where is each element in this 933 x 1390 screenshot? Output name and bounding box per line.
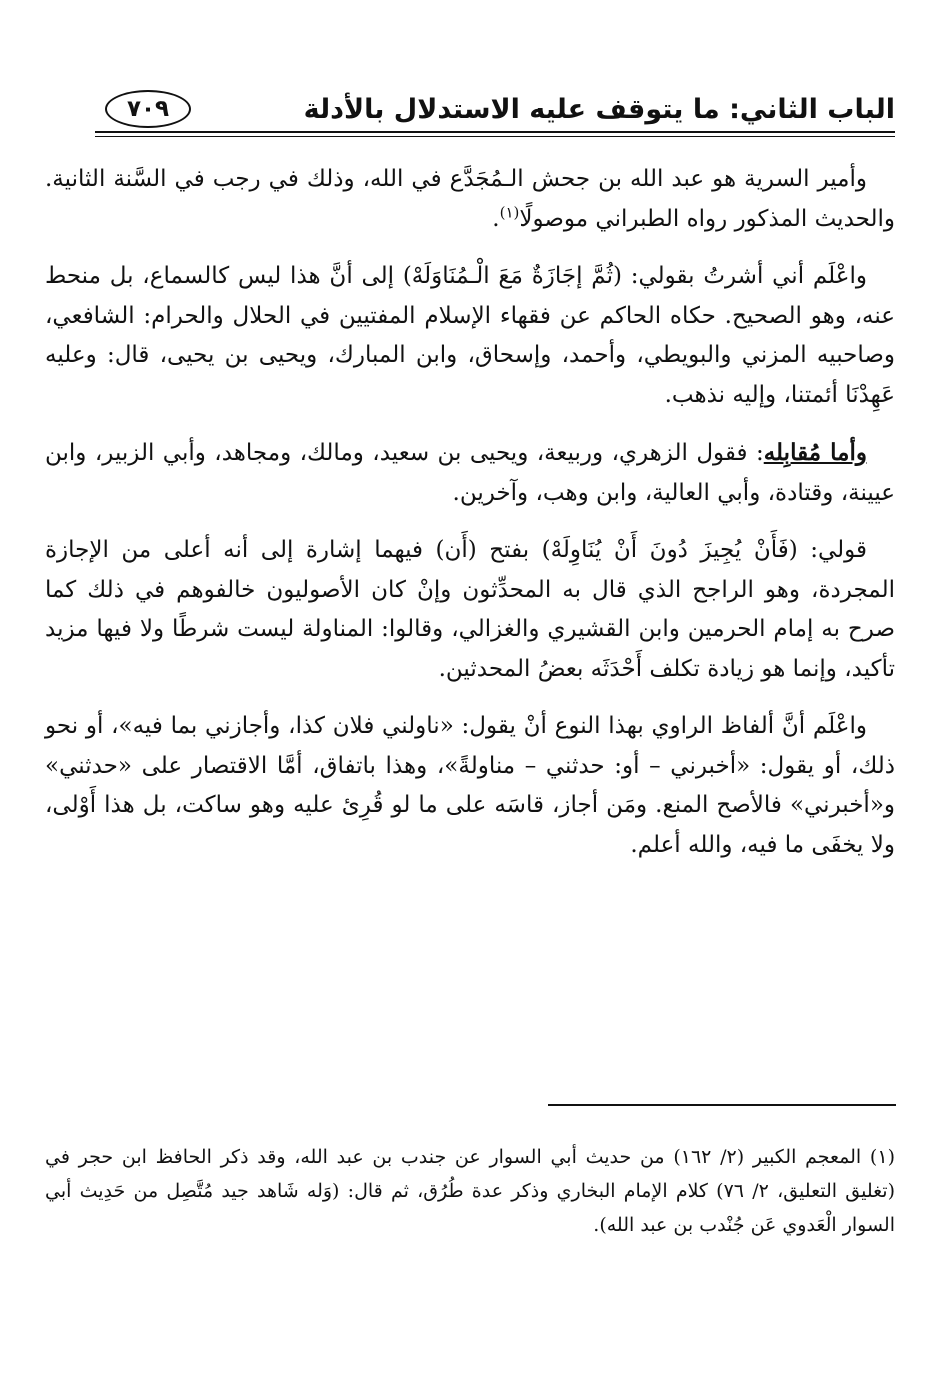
paragraph xyxy=(45,707,895,865)
page-header xyxy=(95,86,895,138)
footnote-rule xyxy=(548,1104,896,1106)
footnotes xyxy=(45,1140,895,1242)
body-text xyxy=(45,160,895,883)
running-head: الباب الثاني: ما يتوقف عليه الاستدلال بالأدلة xyxy=(303,94,895,125)
paragraph-text: واعْلَم أنَّ ألفاظ الراوي بهذا النوع أنْ يقول: «ناولني فلان كذا، وأجازني بما فيه»، أو نحو ذلك، أو يقول: «أخبرني – أو: حدثني – مناولةً»، وهذا باتفاق، أمَّا الاقتصار على «حدثني» و«أخبرني» فالأصح المنع. ومَن أجاز، قاسَه على ما لو قُرِئ عليه وهو ساكت، بل هذا أَوْلى، ولا يخفَى ما فيه، والله أعلم. xyxy=(45,713,895,858)
paragraph-end: . xyxy=(492,205,500,232)
header-rule-thin xyxy=(95,136,895,137)
paragraph-text: : فقول الزهري، وربيعة، ويحيى بن سعيد، ومالك، ومجاهد، وأبي الزبير، وابن عيينة، وقتادة، وأبي العالية، وابن وهب، وآخرين. xyxy=(45,440,895,506)
header-rule xyxy=(95,131,895,133)
paragraph-text: واعْلَم أني أشرتُ بقولي: (ثُمَّ إجَازَةٌ مَعَ الْـمُنَاوَلَهْ) إلى أنَّ هذا ليس كالسماع، بل منحط عنه، وهو الصحيح. حكاه الحاكم عن فقهاء الإسلام المفتيين في الحلال والحرام: الشافعي، وصاحبيه المزني والبويطي، وأحمد، وإسحاق، وابن المبارك، ويحيى بن يحيى، قال: وعليه عَهِدْنَا أئمتنا، وإليه نذهب. xyxy=(45,263,895,408)
footnote-reference[interactable]: (١) xyxy=(499,202,520,221)
paragraph-text: قولي: (فَأَنْ يُجِيزَ دُونَ أَنْ يُنَاوِلَهْ) بفتح (أَن) فيهما إشارة إلى أنه أعلى من الإجازة المجردة، وهو الراجح الذي قال به المحدِّثون وإنْ كان الأصوليون خالفوهم في ذلك كما صرح به إمام الحرمين وابن القشيري والغزالي، وقالوا: المناولة ليست شرطًا ولا فيها مزيد تأكيد، وإنما هو زيادة تكلف أَحْدَثَه بعضُ المحدثين. xyxy=(45,537,895,682)
paragraph xyxy=(45,531,895,689)
paragraph xyxy=(45,433,895,513)
paragraph-text: وأمير السرية هو عبد الله بن جحش الـمُجَدَّع في الله، وذلك في رجب في السَّنة الثانية. والحديث المذكور رواه الطبراني موصولًا xyxy=(45,166,895,232)
paragraph-lead: وأما مُقابِله xyxy=(763,439,867,466)
page-number: ٧٠٩ xyxy=(105,90,191,128)
paragraph xyxy=(45,257,895,415)
paragraph xyxy=(45,160,895,239)
footnote: (١) المعجم الكبير (٢/ ١٦٢) من حديث أبي السوار عن جندب بن عبد الله، وقد ذكر الحافظ ابن حجر في (تغليق التعليق، ٢/ ٧٦) كلام الإمام البخاري وذكر عدة طُرُق، ثم قال: (وَله شَاهد جيد مُتَّصِل من حَدِيث أبي السوار الْعَدوي عَن جُنْدب بن عبد الله). xyxy=(45,1146,895,1236)
